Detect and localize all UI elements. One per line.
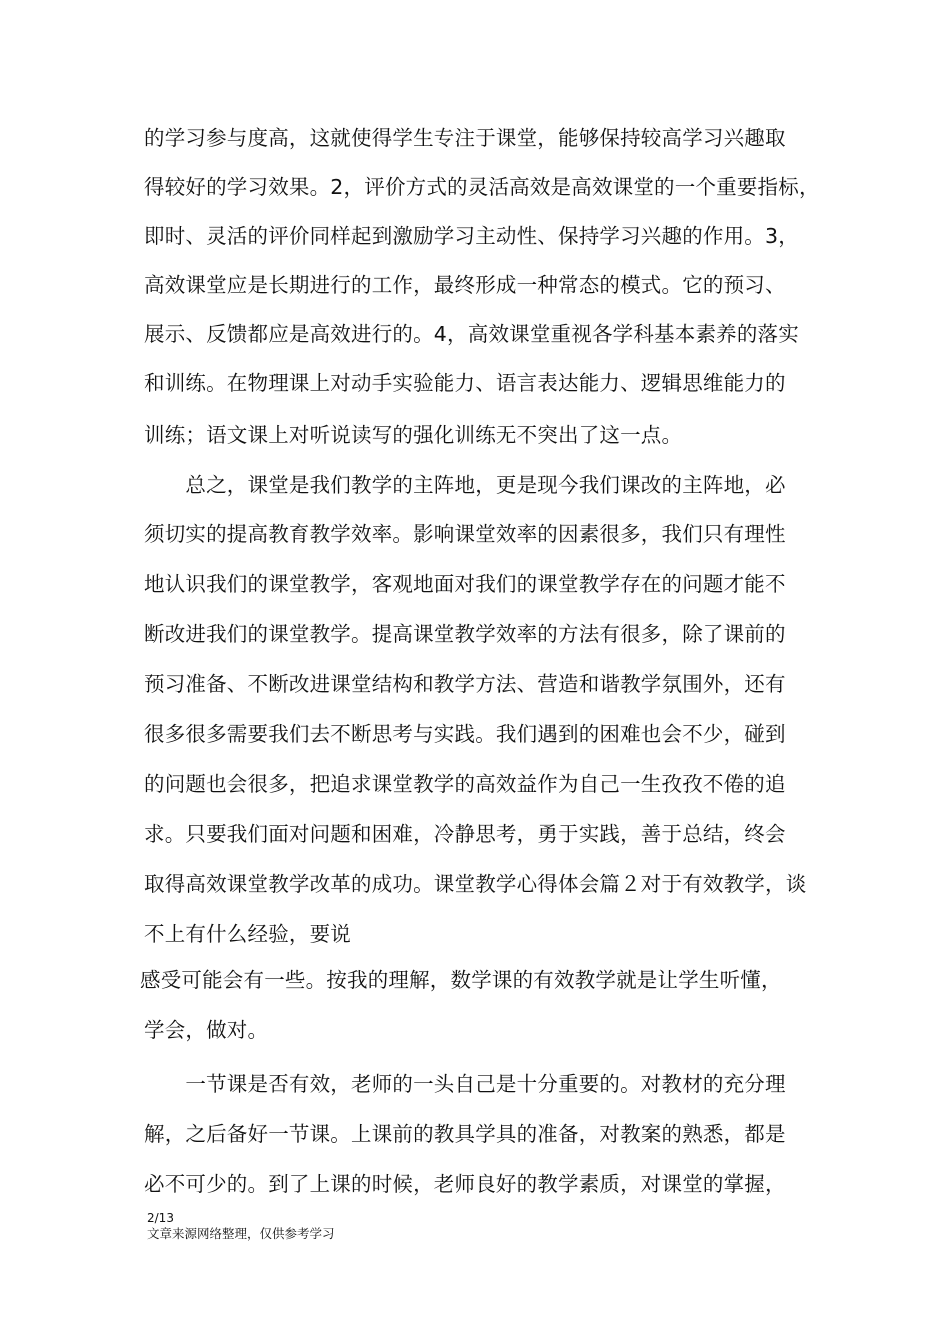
text-line: 高效课堂应是长期进行的工作，最终形成一种常态的模式。它的预习、 (144, 273, 786, 297)
text-line: 和训练。在物理课上对动手实验能力、语言表达能力、逻辑思维能力的 (144, 371, 786, 395)
text-line: 取得高效课堂教学改革的成功。课堂教学心得体会篇２对于有效教学，谈 (144, 872, 807, 896)
footer-note: 文章来源网络整理，仅供参考学习 (147, 1226, 335, 1241)
text-line: 不上有什么经验，要说 (144, 922, 351, 946)
text-line: 地认识我们的课堂教学，客观地面对我们的课堂教学存在的问题才能不 (144, 572, 786, 596)
text-line: 的问题也会很多，把追求课堂教学的高效益作为自己一生孜孜不倦的追 (144, 772, 786, 796)
text-line: 学会，做对。 (144, 1018, 269, 1042)
text-line: 得较好的学习效果。2，评价方式的灵活高效是高效课堂的一个重要指标， (144, 175, 820, 199)
paragraph-start-line: 一节课是否有效，老师的一头自己是十分重要的。对教材的充分理 (144, 1072, 786, 1096)
text-line: 很多很多需要我们去不断思考与实践。我们遇到的困难也会不少，碰到 (144, 722, 786, 746)
text-line: 预习准备、不断改进课堂结构和教学方法、营造和谐教学氛围外，还有 (144, 672, 786, 696)
text-line: 断改进我们的课堂教学。提高课堂教学效率的方法有很多，除了课前的 (144, 622, 786, 646)
text-line: 训练；语文课上对听说读写的强化训练无不突出了这一点。 (144, 423, 683, 447)
paragraph-start-line: 总之，课堂是我们教学的主阵地，更是现今我们课改的主阵地，必 (144, 473, 786, 497)
page-number: 2/13 (147, 1211, 174, 1225)
text-line: 的学习参与度高，这就使得学生专注于课堂，能够保持较高学习兴趣取 (144, 126, 786, 150)
text-line: 必不可少的。到了上课的时候，老师良好的教学素质，对课堂的掌握， (144, 1172, 786, 1196)
text-line: 即时、灵活的评价同样起到激励学习主动性、保持学习兴趣的作用。3， (144, 224, 799, 248)
text-line: 求。只要我们面对问题和困难，冷静思考，勇于实践，善于总结，终会 (144, 822, 786, 846)
text-line: 感受可能会有一些。按我的理解，数学课的有效教学就是让学生听懂， (140, 968, 782, 992)
text-line: 须切实的提高教育教学效率。影响课堂效率的因素很多，我们只有理性 (144, 522, 786, 546)
text-line: 展示、反馈都应是高效进行的。4，高效课堂重视各学科基本素养的落实 (144, 322, 799, 346)
text-line: 解，之后备好一节课。上课前的教具学具的准备，对教案的熟悉，都是 (144, 1122, 786, 1146)
